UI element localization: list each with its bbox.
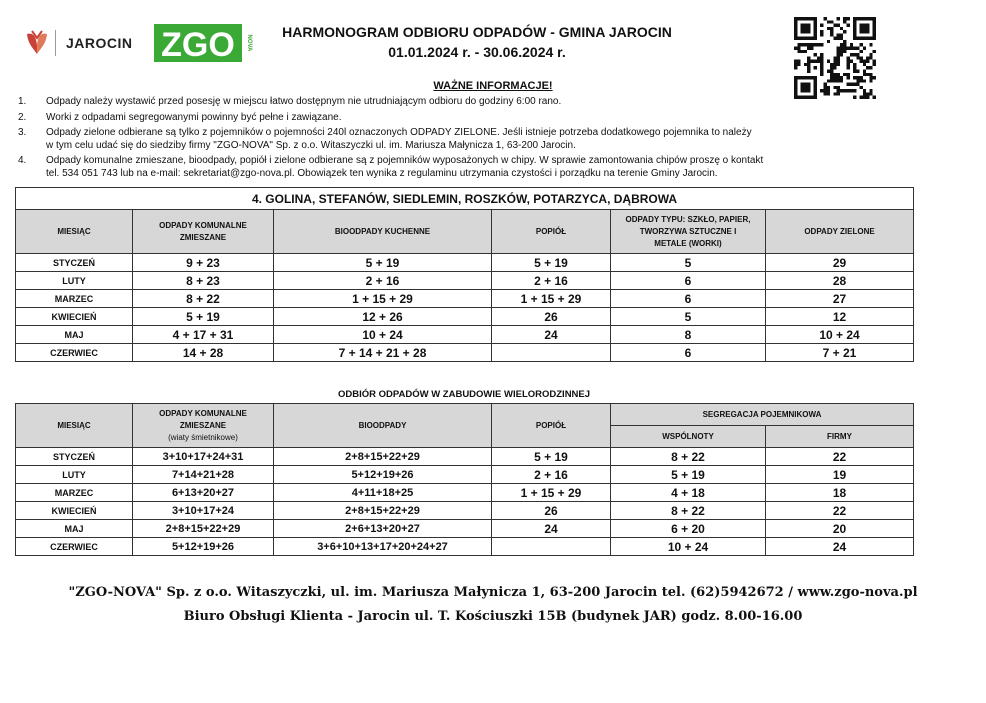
table-row: MARZEC 6+13+20+27 4+11+18+25 1 + 15 + 29 4 + 18 18 <box>16 484 914 502</box>
header-month: MIESIĄC <box>16 210 133 254</box>
header-communities: WSPÓLNOTY <box>611 426 766 448</box>
title-line-1: HARMONOGRAM ODBIORU ODPADÓW - GMINA JAROCIN <box>282 24 672 40</box>
header-segregated: ODPADY TYPU: SZKŁO, PAPIER, TWORZYWA SZTUCZNE I METALE (WORKI) <box>611 210 766 254</box>
table-row: LUTY 8 + 23 2 + 16 2 + 16 6 28 <box>16 272 914 290</box>
table-row: STYCZEŃ 9 + 23 5 + 19 5 + 19 5 29 <box>16 254 914 272</box>
zgo-logo-text: ZGO <box>161 26 235 62</box>
header-green-waste: ODPADY ZIELONE <box>766 210 914 254</box>
zgo-logo <box>154 24 254 62</box>
table-row: LUTY 7+14+21+28 5+12+19+26 2 + 16 5 + 19 19 <box>16 466 914 484</box>
header-month: MIESIĄC <box>16 404 133 448</box>
customer-office-info: Biuro Obsługi Klienta - Jarocin ul. T. Kościuszki 15B (budynek JAR) godz. 8.00-16.00 <box>183 609 803 624</box>
schedule-table-single-family <box>15 187 914 362</box>
region-title: 4. GOLINA, STEFANÓW, SIEDLEMIN, ROSZKÓW, POTARZYCA, DĄBROWA <box>16 188 914 210</box>
table-row: CZERWIEC 5+12+19+26 3+6+10+13+17+20+24+27 10 + 24 24 <box>16 538 914 556</box>
zgo-logo-side-text: NOVA <box>246 34 252 52</box>
schedule-table-multi-family <box>15 403 914 556</box>
header-bio-waste: BIOODPADY KUCHENNE <box>274 210 492 254</box>
title-line-2: 01.01.2024 r. - 30.06.2024 r. <box>388 44 566 60</box>
info-item: 1. Odpady należy wystawić przed posesję w miejscu łatwo dostępnym nie utrudniającym odbioru do godziny 6:00 rano. <box>18 96 562 107</box>
table-row: MAJ 2+8+15+22+29 2+6+13+20+27 24 6 + 20 20 <box>16 520 914 538</box>
table-row: MAJ 4 + 17 + 31 10 + 24 24 8 10 + 24 <box>16 326 914 344</box>
table-row: KWIECIEŃ 3+10+17+24 2+8+15+22+29 26 8 + 22 22 <box>16 502 914 520</box>
schedule-title <box>262 22 692 62</box>
header-ash: POPIÓŁ <box>492 404 611 448</box>
header-bio-waste: BIOODPADY <box>274 404 492 448</box>
town-logo-text: JAROCIN <box>66 35 133 51</box>
table-row: MARZEC 8 + 22 1 + 15 + 29 1 + 15 + 29 6 27 <box>16 290 914 308</box>
header-mixed-waste: ODPADY KOMUNALNE ZMIESZANE <box>133 210 274 254</box>
info-item: 3. Odpady zielone odbierane są tylko z pojemników o pojemności 240l oznaczonych ODPADY ZIELONE. Jeśli istnieje potrzeba dodatkowego pojemnika to należy w tym celu udać się do siedziby firmy "ZGO-NOVA" Sp. z o.o. Witaszyczki ul. im. Mariusza Małynicza 1, 63-200 Jarocin. <box>18 127 752 151</box>
table-row: CZERWIEC 14 + 28 7 + 14 + 21 + 28 6 7 + 21 <box>16 344 914 362</box>
info-item: 2. Worki z odpadami segregowanymi powinny być pełne i zawiązane. <box>18 111 342 123</box>
header-companies: FIRMY <box>766 426 914 448</box>
header-container-segregation: SEGREGACJA POJEMNIKOWA <box>611 404 914 426</box>
header-ash: POPIÓŁ <box>492 210 611 254</box>
info-list <box>18 96 898 181</box>
logo-divider <box>55 30 56 56</box>
multifamily-caption: ODBIÓR ODPADÓW W ZABUDOWIE WIELORODZINNEJ <box>337 389 591 400</box>
table-row: KWIECIEŃ 5 + 19 12 + 26 26 5 12 <box>16 308 914 326</box>
header-mixed-waste: ODPADY KOMUNALNE ZMIESZANE (wiaty śmietnikowe) <box>133 404 274 448</box>
table-row: STYCZEŃ 3+10+17+24+31 2+8+15+22+29 5 + 19 8 + 22 22 <box>16 448 914 466</box>
info-title: WAŻNE INFORMACJE! <box>433 80 553 92</box>
company-address: "ZGO-NOVA" Sp. z o.o. Witaszyczki, ul. im. Mariusza Małynicza 1, 63-200 Jarocin tel. (62)5942672 / www.zgo-nova.pl <box>68 585 918 600</box>
town-crest-icon <box>24 28 50 56</box>
info-item: 4. Odpady komunalne zmieszane, bioodpady, popiół i zielone odbierane są z pojemników wyposażonych w chipy. W sprawie zamontowania chipów proszę o kontakt tel. 534 051 743 lub na e-mail: sekretariat@zgo-nova.pl. Obowiązek ten wynika z regulaminu utrzymania czystości i porządku na terenie Gminy Jarocin. <box>18 155 764 179</box>
